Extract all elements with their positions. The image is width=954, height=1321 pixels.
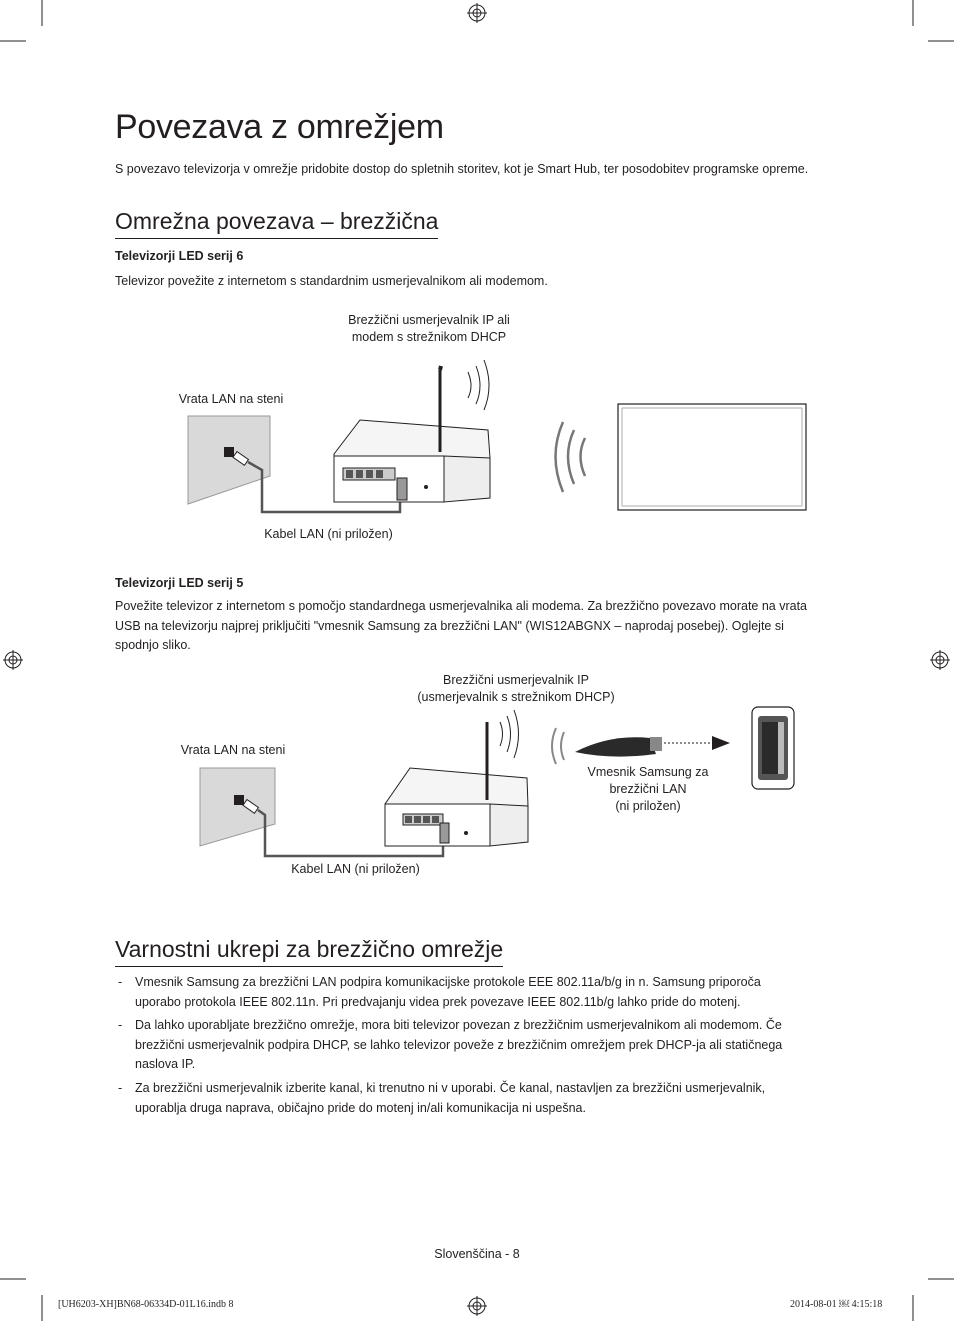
wireless-signal-icon (468, 360, 489, 410)
cable-label-2: Kabel LAN (ni priložen) (291, 862, 420, 876)
series5-label: Televizorji LED serij 5 (115, 576, 244, 590)
bullet-dash: - (118, 1018, 123, 1032)
list-item (115, 1016, 855, 1075)
file-info: [UH6203-XH]BN68-06334D-01L16.indb 8 (58, 1299, 234, 1310)
router-label-line1: Brezžični usmerjevalnik IP ali (348, 313, 510, 327)
bullet-line: uporablja druga naprava, običajno pride do motenj in/ali komunikacija ni uspešna. (135, 1100, 586, 1115)
wireless-adapter-icon (575, 737, 662, 757)
router-icon (334, 366, 490, 502)
wall-jack-icon (224, 447, 234, 457)
router-label-2-line2: (usmerjevalnik s strežnikom DHCP) (417, 690, 615, 704)
diagram-series6 (188, 360, 806, 512)
tv-icon (618, 404, 806, 510)
bullet-line: Za brezžični usmerjevalnik izberite kanal, ki trenutno ni v uporabi. Če kanal, nastavljen za brezžični usmerjevalnik, (135, 1081, 766, 1095)
series5-text-line3: spodnjo sliko. (115, 638, 191, 652)
section-heading-wireless: Omrežna povezava – brezžična (115, 208, 438, 239)
wall-icon (188, 416, 270, 504)
list-item (115, 973, 855, 1012)
section-heading-security: Varnostni ukrepi za brezžično omrežje (115, 936, 503, 967)
series6-text: Televizor povežite z internetom s standardnim usmerjevalnikom ali modemom. (115, 274, 548, 288)
wireless-signal-icon (552, 728, 564, 764)
adapter-label-line3: (ni priložen) (615, 799, 681, 813)
cable-label: Kabel LAN (ni priložen) (264, 527, 393, 541)
adapter-label-line2: brezžični LAN (609, 782, 687, 796)
wall-jack-icon (234, 795, 244, 805)
series6-label: Televizorji LED serij 6 (115, 249, 244, 263)
page-number: Slovenščina - 8 (434, 1247, 520, 1261)
router-icon (385, 722, 528, 846)
registration-mark-icon (3, 3, 950, 1316)
wall-label-2: Vrata LAN na steni (180, 743, 286, 757)
bullet-line: Vmesnik Samsung za brezžični LAN podpira komunikacijske protokole EEE 802.11a/b/g in n. Samsung priporoča (135, 975, 761, 989)
router-label-line2: modem s strežnikom DHCP (351, 330, 507, 344)
series5-text-line2: USB na televizorju najprej priključiti "vmesnik Samsung za brezžični LAN" (WIS12ABGNX – naprodaj posebej). Oglejte si (115, 618, 784, 633)
router-label (318, 312, 540, 346)
intro-text: S povezavo televizorja v omrežje pridobite dostop do spletnih storitev, kot je Smart Hub, ter posodobitev programske opreme. (115, 162, 809, 176)
bullet-line: Da lahko uporabljate brezžično omrežje, mora biti televizor povezan z brezžičnim usmerjevalnikom ali modemom. Če (135, 1018, 782, 1032)
bullet-dash: - (118, 1081, 123, 1095)
usb-port-icon (752, 707, 794, 789)
adapter-label-line1: Vmesnik Samsung za (587, 765, 709, 779)
arrow-right-icon (712, 736, 730, 750)
series5-text (115, 597, 845, 656)
page-title: Povezava z omrežjem (115, 108, 444, 146)
list-item (115, 1079, 855, 1118)
bullet-line: brezžični usmerjevalnik podpira DHCP, se lahko televizor poveže z brezžičnim omrežjem prek DHCP-ja ali statičnega (135, 1037, 783, 1052)
wall-label: Vrata LAN na steni (178, 392, 284, 406)
series5-text-line1: Povežite televizor z internetom s pomočjo standardnega usmerjevalnika ali modema. Za brezžično povezavo morate na vrata (115, 599, 808, 613)
bullet-line: naslova IP. (135, 1057, 196, 1071)
router-label-2 (400, 672, 632, 706)
adapter-label (578, 764, 718, 815)
print-timestamp: 2014-08-01 ￼ 4:15:18 (790, 1299, 883, 1310)
bullet-dash: - (118, 975, 123, 989)
router-label-2-line1: Brezžični usmerjevalnik IP (443, 673, 589, 687)
wireless-signal-icon (556, 422, 586, 492)
wireless-signal-icon (500, 710, 519, 758)
bullet-line: uporabo protokola IEEE 802.11n. Pri predvajanju videa prek povezave IEEE 802.11b/g lahko pride do motenj. (135, 994, 741, 1009)
